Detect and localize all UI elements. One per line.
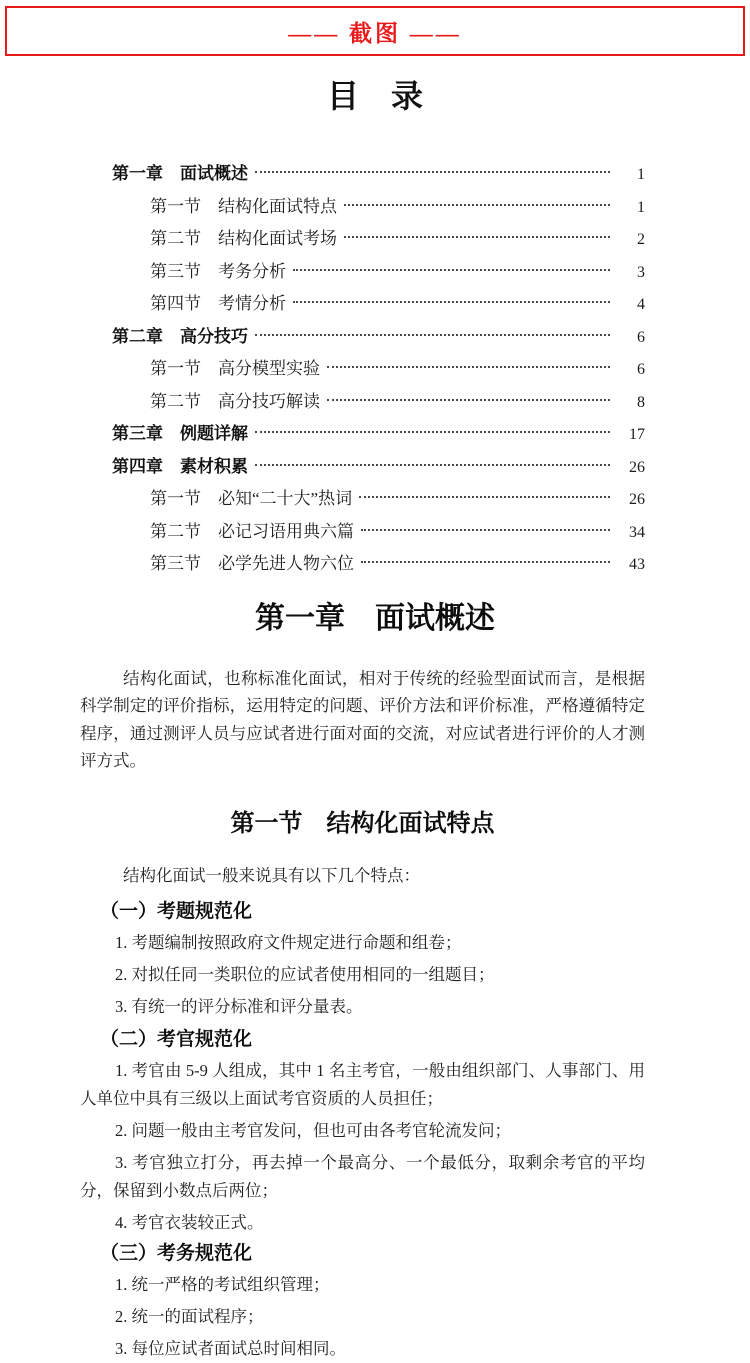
list-item: 3. 考官独立打分，再去掉一个最高分、一个最低分，取剩余考官的平均分，保留到小数点后两位； — [80, 1152, 645, 1200]
list-item: 2. 问题一般由主考官发问，但也可由各考官轮流发问； — [115, 1120, 511, 1140]
toc-entry-label: 第四节 考情分析 — [150, 294, 286, 313]
toc-entry-label: 第一节 结构化面试特点 — [150, 196, 337, 216]
block-3-items — [80, 1271, 645, 1363]
toc-entry-section — [112, 386, 645, 419]
chapter-1-title: 第一章 面试概述 — [255, 601, 495, 635]
toc-title: 目 录 — [326, 78, 423, 114]
toc-entry-page: 3 — [637, 263, 645, 281]
list-item: 3. 有统一的评分标准和评分量表。 — [115, 996, 363, 1016]
list-item: 1. 统一严格的考试组织管理； — [115, 1274, 330, 1294]
list-item: 1. 考官由 5-9 人组成，其中 1 名主考官，一般由组织部门、人事部门、用人单位中具有三级以上面试考官资质的人员担任； — [80, 1060, 645, 1108]
toc-entry-page: 6 — [637, 328, 645, 346]
block-2-items — [80, 1057, 645, 1237]
dot-leader — [255, 431, 610, 433]
toc-entry-section — [112, 483, 645, 516]
toc-entry-section — [112, 191, 645, 224]
toc-entry-section — [112, 516, 645, 549]
dot-leader — [344, 204, 610, 206]
toc-entry-section — [112, 548, 645, 581]
dot-leader — [255, 171, 610, 173]
toc-entry-label: 第一章 面试概述 — [112, 164, 248, 183]
toc-entry-label: 第一节 必知“二十大”热词 — [150, 489, 353, 508]
screenshot-banner — [5, 6, 745, 56]
toc-entry-section — [112, 288, 645, 321]
chapter-1-body — [0, 665, 750, 1363]
toc-entry-page: 34 — [629, 523, 645, 541]
toc-entry-section — [112, 223, 645, 256]
toc-entry-label: 第一节 高分模型实验 — [150, 359, 320, 378]
list-item: 1. 考题编制按照政府文件规定进行命题和组卷； — [115, 932, 462, 952]
toc-entry-label: 第四章 素材积累 — [112, 456, 248, 476]
toc-entry-page: 2 — [637, 231, 645, 248]
toc-entry-chapter-3 — [112, 418, 645, 451]
block-3-heading: （三）考务规范化 — [100, 1242, 253, 1264]
toc-entry-chapter-1 — [112, 158, 645, 191]
table-of-contents — [0, 158, 750, 581]
toc-entry-page: 6 — [637, 361, 645, 378]
chapter-1-intro-paragraph: 结构化面试，也称标准化面试，相对于传统的经验型面试而言，是根据科学制定的评价指标，运用特定的问题、评价方法和评价标准，严格遵循特定程序，通过测评人员与应试者进行面对面的交流，对应试者进行评价的人才测评方式。 — [80, 668, 645, 770]
dot-leader — [359, 496, 610, 498]
document-page — [0, 6, 750, 1358]
toc-entry-label: 第二节 高分技巧解读 — [150, 391, 320, 411]
dot-leader — [255, 334, 610, 336]
dot-leader — [255, 464, 610, 466]
dot-leader — [327, 399, 610, 401]
section-1-title: 第一节 结构化面试特点 — [230, 809, 495, 837]
toc-entry-section — [112, 256, 645, 289]
toc-entry-page: 26 — [629, 491, 645, 508]
toc-entry-page: 1 — [637, 198, 645, 216]
list-item: 2. 统一的面试程序； — [115, 1306, 264, 1326]
dot-leader — [293, 301, 610, 303]
dot-leader — [293, 269, 610, 271]
block-1-items — [80, 929, 645, 1021]
section-1-lead: 结构化面试一般来说具有以下几个特点： — [123, 865, 420, 885]
toc-entry-label: 第二节 结构化面试考场 — [150, 229, 337, 248]
dot-leader — [327, 366, 610, 368]
toc-entry-page: 8 — [637, 393, 645, 411]
dot-leader — [344, 236, 610, 238]
list-item: 3. 每位应试者面试总时间相同。 — [115, 1338, 346, 1358]
toc-entry-page: 4 — [637, 296, 645, 313]
toc-entry-page: 17 — [629, 426, 645, 443]
toc-entry-label: 第三节 考务分析 — [150, 261, 286, 281]
block-2-heading: （二）考官规范化 — [100, 1028, 253, 1050]
toc-entry-label: 第二章 高分技巧 — [112, 326, 248, 346]
toc-entry-chapter-4 — [112, 451, 645, 484]
toc-entry-label: 第三章 例题详解 — [112, 424, 248, 443]
toc-entry-page: 26 — [629, 458, 645, 476]
dot-leader — [361, 561, 610, 563]
toc-entry-label: 第二节 必记习语用典六篇 — [150, 521, 354, 541]
toc-entry-page: 43 — [629, 556, 645, 573]
dot-leader — [361, 529, 610, 531]
toc-entry-chapter-2 — [112, 321, 645, 354]
block-1-heading: （一）考题规范化 — [100, 900, 253, 922]
list-item: 4. 考官衣装较正式。 — [115, 1212, 264, 1232]
list-item: 2. 对拟任同一类职位的应试者使用相同的一组题目； — [115, 964, 495, 984]
toc-entry-page: 1 — [637, 166, 645, 183]
screenshot-banner-label: —— 截图 —— — [288, 20, 462, 46]
toc-entry-section — [112, 353, 645, 386]
toc-entry-label: 第三节 必学先进人物六位 — [150, 554, 354, 573]
